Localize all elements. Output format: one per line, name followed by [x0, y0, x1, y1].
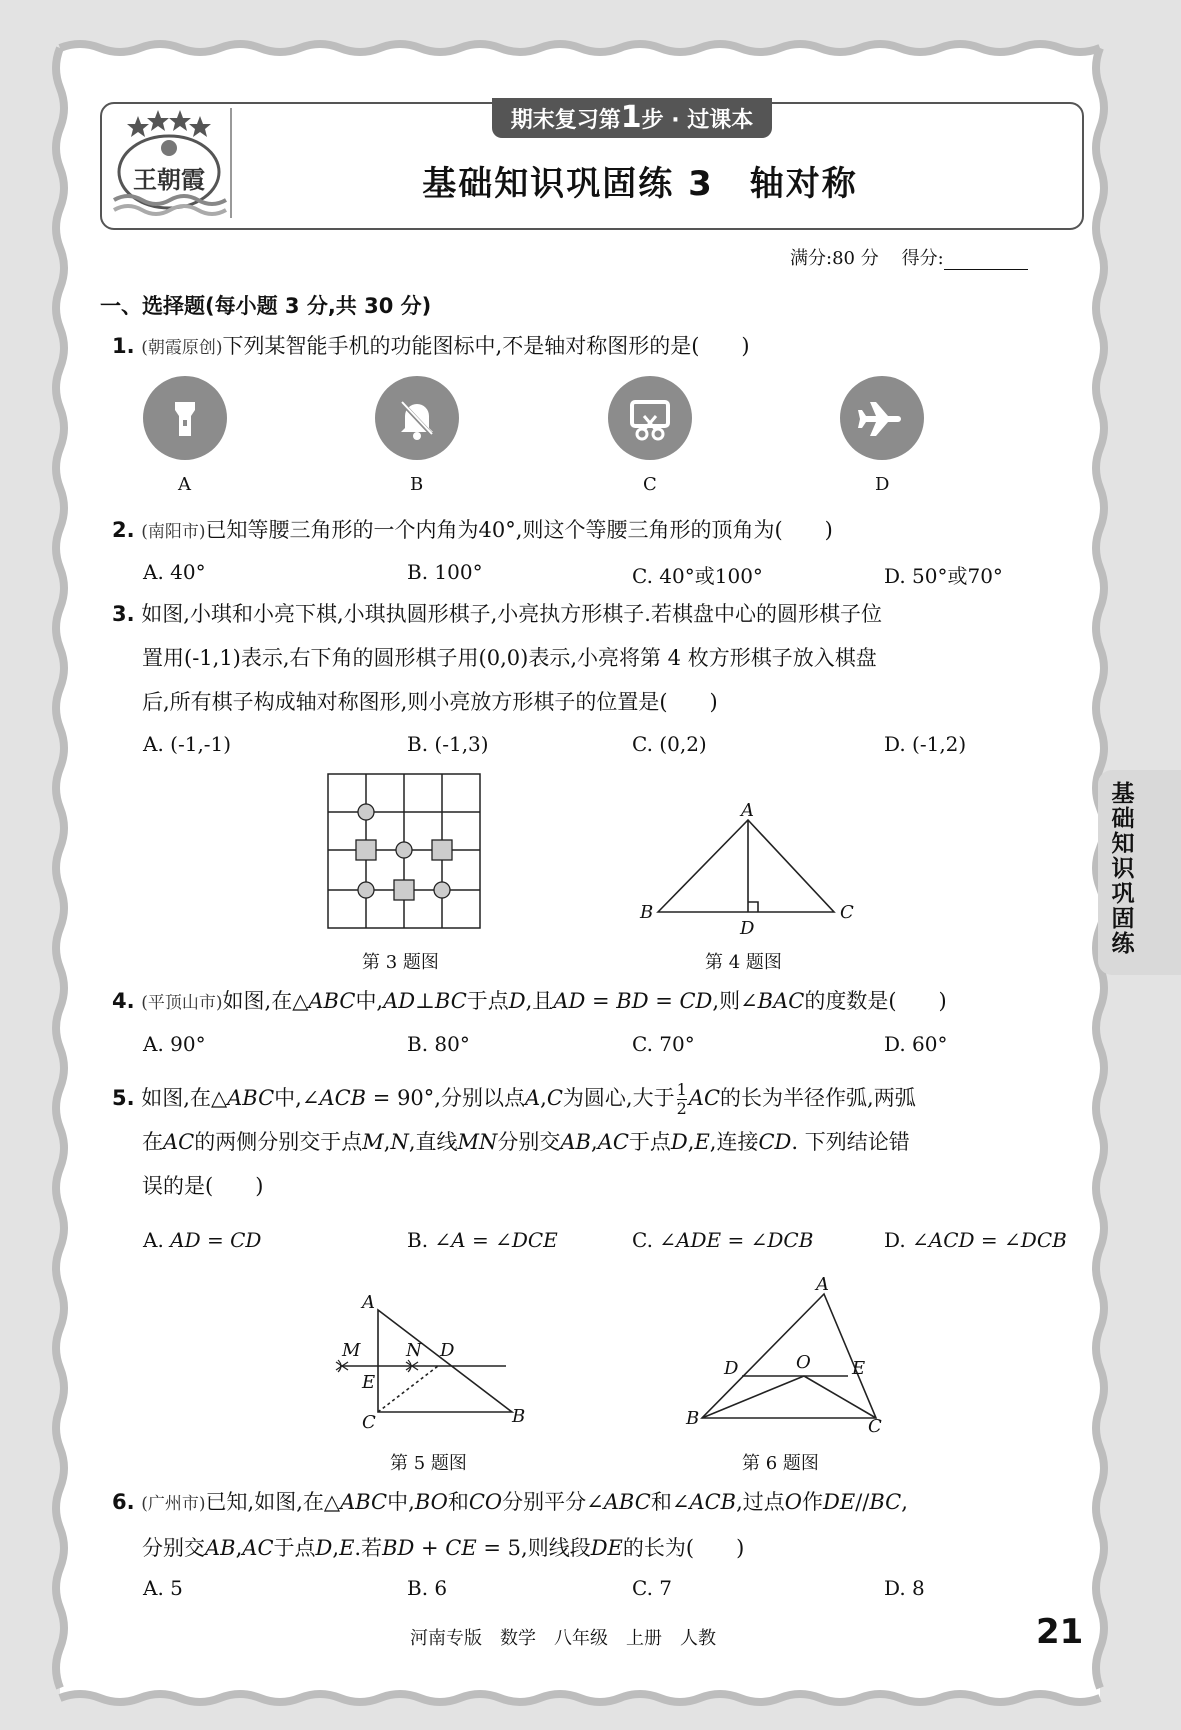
text-fragment: = 90°,分别以点 — [366, 1086, 525, 1110]
question-source: (广州市) — [141, 1494, 206, 1514]
math-var: D — [508, 989, 526, 1013]
logo-text: 王朝霞 — [133, 165, 205, 194]
text-fragment: = 5,则线段 — [476, 1536, 591, 1560]
text-fragment: 分别平分∠ — [502, 1490, 604, 1514]
option-text: A = ∠DCE — [451, 1228, 558, 1252]
point-e-label: E — [852, 1358, 866, 1379]
option-d-airplane-icon[interactable] — [840, 376, 924, 460]
text-fragment: 在 — [142, 1130, 163, 1154]
section-tag — [492, 98, 772, 138]
text-fragment: // — [855, 1490, 870, 1514]
math-var: DE — [590, 1536, 623, 1560]
text-fragment: , — [901, 1490, 908, 1514]
q4-option-c[interactable]: C. 70° — [632, 1032, 695, 1056]
option-a-flashlight-icon[interactable] — [143, 376, 227, 460]
text-fragment: 已知,如图,在△ — [205, 1490, 341, 1514]
q4-option-d[interactable]: D. 60° — [884, 1032, 948, 1056]
question-text-line1: 如图,小琪和小亮下棋,小琪执圆形棋子,小亮执方形棋子.若棋盘中心的圆形棋子位 — [141, 602, 882, 626]
text-fragment: ⊥ — [415, 989, 435, 1013]
text-fragment: 于点 — [466, 989, 509, 1013]
footer-text: 河南专版 数学 八年级 上册 人教 — [410, 1628, 716, 1649]
q4-option-b[interactable]: B. 80° — [407, 1032, 470, 1056]
q5-option-a[interactable] — [143, 1228, 261, 1252]
math-var: AB — [205, 1536, 236, 1560]
question-source: (朝霞原创) — [141, 338, 223, 358]
logo-divider — [230, 108, 232, 218]
point-c-label: C — [868, 1416, 882, 1437]
text-fragment: 的长为半径作弧,两弧 — [720, 1086, 916, 1110]
option-text: AD = CD — [170, 1228, 262, 1252]
math-var: ABC — [308, 989, 356, 1013]
math-var: E — [694, 1130, 710, 1154]
math-var: ABC — [340, 1490, 388, 1514]
question-number: 1. — [112, 334, 135, 358]
score-line — [790, 244, 1028, 270]
text-fragment: 分别交 — [142, 1536, 205, 1560]
option-text: ADE = ∠DCB — [676, 1228, 814, 1252]
figure-3-chessboard — [326, 772, 482, 932]
round-piece — [358, 804, 374, 820]
question-number: 5. — [112, 1086, 135, 1110]
math-var: BC — [434, 989, 467, 1013]
math-var: N — [390, 1130, 409, 1154]
q2-option-b[interactable]: B. 100° — [407, 560, 483, 584]
point-c-label: C — [362, 1412, 376, 1433]
option-b-mute-bell-icon[interactable] — [375, 376, 459, 460]
page-number: 21 — [1036, 1612, 1084, 1652]
question-6 — [112, 1480, 1087, 1570]
question-number: 6. — [112, 1490, 135, 1514]
point-e-label: E — [362, 1372, 376, 1393]
fraction-denominator: 2 — [676, 1099, 687, 1118]
round-piece — [358, 882, 374, 898]
figure-6-triangle — [680, 1272, 890, 1440]
point-n-label: N — [406, 1340, 422, 1361]
point-c-label: C — [840, 902, 854, 923]
point-d-label: D — [740, 918, 755, 939]
option-prefix: C. ∠ — [632, 1228, 677, 1252]
round-piece — [434, 882, 450, 898]
point-a-label: A — [741, 800, 754, 821]
math-var: AD — [383, 989, 416, 1013]
point-m-label: M — [342, 1340, 361, 1361]
square-piece — [394, 880, 414, 900]
option-c-screenshot-icon[interactable] — [608, 376, 692, 460]
option-a-label: A — [178, 474, 191, 495]
math-var: ACB — [689, 1490, 737, 1514]
math-var: D — [315, 1536, 333, 1560]
flashlight-icon — [143, 376, 227, 460]
text-fragment: 分别交 — [497, 1130, 561, 1154]
text-fragment: , — [383, 1130, 391, 1154]
square-piece — [432, 840, 452, 860]
question-text: 下列某智能手机的功能图标中,不是轴对称图形的是( ) — [222, 334, 750, 358]
figure-6-caption: 第 6 题图 — [742, 1453, 819, 1474]
math-var: D — [670, 1130, 688, 1154]
option-b-label: B — [410, 474, 424, 495]
tag-prefix: 期末复习第 — [510, 108, 621, 133]
question-number: 2. — [112, 518, 135, 542]
figure-4-caption: 第 4 题图 — [705, 952, 782, 973]
question-2 — [112, 508, 833, 554]
math-var: ABC — [227, 1086, 275, 1110]
airplane-icon — [840, 376, 924, 460]
text-fragment: 作 — [802, 1490, 824, 1514]
point-a-label: A — [816, 1274, 829, 1295]
text-fragment: . 下列结论错 — [791, 1130, 910, 1154]
point-d-label: D — [440, 1340, 455, 1361]
point-d-label: D — [724, 1358, 739, 1379]
q3-option-c[interactable]: C. (0,2) — [632, 732, 707, 756]
text-fragment: , — [540, 1086, 547, 1110]
round-piece — [396, 842, 412, 858]
point-b-label: B — [686, 1408, 700, 1429]
scissors-screen-icon — [608, 376, 692, 460]
q5-option-b[interactable] — [407, 1228, 558, 1252]
q3-option-a[interactable]: A. (-1,-1) — [143, 732, 232, 756]
option-prefix: D. ∠ — [884, 1228, 929, 1252]
text-fragment: 的度数是( ) — [804, 989, 947, 1013]
text-fragment: , — [687, 1130, 695, 1154]
text-fragment: 为圆心,大于 — [562, 1086, 675, 1110]
math-var: AC — [688, 1086, 721, 1110]
q6-option-a[interactable]: A. 5 — [143, 1576, 183, 1600]
point-b-label: B — [512, 1406, 526, 1427]
math-var: AB — [560, 1130, 591, 1154]
side-tab-label: 基础知识巩固练 — [1111, 781, 1135, 957]
q4-option-a[interactable]: A. 90° — [143, 1032, 206, 1056]
text-fragment: 中, — [355, 989, 384, 1013]
question-source: (南阳市) — [141, 522, 206, 542]
question-5 — [112, 1076, 1087, 1208]
question-number: 4. — [112, 989, 135, 1013]
math-var: BAC — [757, 989, 805, 1013]
math-var: AD = BD = CD — [553, 989, 713, 1013]
math-var: AC — [163, 1130, 195, 1154]
text-fragment: 的两侧分别交于点 — [194, 1130, 363, 1154]
fraction-one-half — [677, 1081, 687, 1118]
math-var: AC — [242, 1536, 274, 1560]
text-fragment: , — [235, 1536, 243, 1560]
text-fragment: , — [591, 1130, 598, 1154]
text-fragment: 和∠ — [650, 1490, 690, 1514]
text-fragment: ,过点 — [736, 1490, 785, 1514]
option-c-label: C — [643, 474, 657, 495]
score-blank[interactable] — [944, 253, 1028, 270]
option-prefix: A. — [143, 1228, 164, 1252]
full-score: 满分:80 分 — [790, 248, 879, 269]
question-source: (平顶山市) — [141, 993, 223, 1013]
text-fragment: .若 — [354, 1536, 383, 1560]
math-var: DE — [823, 1490, 856, 1514]
text-fragment: 于点 — [273, 1536, 316, 1560]
fraction-numerator: 1 — [676, 1080, 687, 1099]
figure-3-caption: 第 3 题图 — [362, 952, 439, 973]
figure-5-triangle — [330, 1290, 540, 1440]
q6-option-d[interactable]: D. 8 — [884, 1576, 925, 1600]
option-prefix: B. ∠ — [407, 1228, 452, 1252]
score-label: 得分: — [901, 248, 944, 269]
q3-option-b[interactable]: B. (-1,3) — [407, 732, 489, 756]
question-text-line3: 后,所有棋子构成轴对称图形,则小亮放方形棋子的位置是( ) — [142, 690, 718, 714]
math-var: BD + CE — [382, 1536, 477, 1560]
math-var: ACB — [319, 1086, 367, 1110]
math-var: CO — [468, 1490, 503, 1514]
section-heading: 一、选择题(每小题 3 分,共 30 分) — [100, 294, 432, 318]
tag-suffix: 步 · 过课本 — [641, 108, 754, 133]
mute-bell-icon — [375, 376, 459, 460]
text-fragment: 中,∠ — [274, 1086, 320, 1110]
brand-logo — [108, 108, 230, 220]
question-1 — [112, 324, 750, 370]
math-var: O — [784, 1490, 803, 1514]
math-var: AC — [597, 1130, 629, 1154]
text-fragment: , — [332, 1536, 340, 1560]
point-b-label: B — [640, 902, 654, 923]
math-var: CD — [758, 1130, 792, 1154]
q2-option-a[interactable]: A. 40° — [143, 560, 206, 584]
math-var: BO — [414, 1490, 448, 1514]
question-text-line2: 置用(-1,1)表示,右下角的圆形棋子用(0,0)表示,小亮将第 4 枚方形棋子放入棋盘 — [142, 646, 877, 670]
text-fragment: ,且 — [525, 989, 554, 1013]
q6-option-b[interactable]: B. 6 — [407, 1576, 448, 1600]
math-var: A — [524, 1086, 541, 1110]
point-o-label: O — [796, 1352, 811, 1373]
text-fragment: 和 — [447, 1490, 469, 1514]
q2-option-c[interactable]: C. 40°或100° — [632, 564, 763, 588]
math-var: E — [339, 1536, 355, 1560]
math-var: C — [546, 1086, 563, 1110]
q6-option-c[interactable]: C. 7 — [632, 1576, 673, 1600]
tag-number: 1 — [620, 100, 642, 135]
text-fragment: 中, — [387, 1490, 415, 1514]
math-var: ABC — [603, 1490, 651, 1514]
math-var: M — [362, 1130, 384, 1154]
question-4 — [112, 979, 947, 1025]
option-d-label: D — [875, 474, 890, 495]
q5-option-d[interactable] — [884, 1228, 1067, 1252]
text-fragment: 如图,在△ — [141, 1086, 228, 1110]
figure-5-caption: 第 5 题图 — [390, 1453, 467, 1474]
point-a-label: A — [362, 1292, 375, 1313]
figure-4-triangle — [630, 796, 860, 940]
text-fragment: 如图,在△ — [222, 989, 309, 1013]
page-title: 基础知识巩固练 3 轴对称 — [422, 164, 858, 204]
math-var: BC — [869, 1490, 902, 1514]
question-number: 3. — [112, 602, 135, 626]
square-piece — [356, 840, 376, 860]
q3-option-d[interactable]: D. (-1,2) — [884, 732, 967, 756]
text-fragment: ,直线 — [408, 1130, 458, 1154]
question-text: 已知等腰三角形的一个内角为40°,则这个等腰三角形的顶角为( ) — [205, 518, 833, 542]
option-text: ACD = ∠DCB — [928, 1228, 1067, 1252]
text-fragment: 于点 — [628, 1130, 671, 1154]
text-fragment: ,则∠ — [712, 989, 758, 1013]
math-var: MN — [457, 1130, 498, 1154]
q2-option-d[interactable]: D. 50°或70° — [884, 564, 1003, 588]
text-fragment: ,连接 — [709, 1130, 759, 1154]
question-3 — [112, 592, 1082, 724]
text-fragment: 误的是( ) — [142, 1174, 264, 1198]
text-fragment: 的长为( ) — [622, 1536, 745, 1560]
q5-option-c[interactable] — [632, 1228, 813, 1252]
